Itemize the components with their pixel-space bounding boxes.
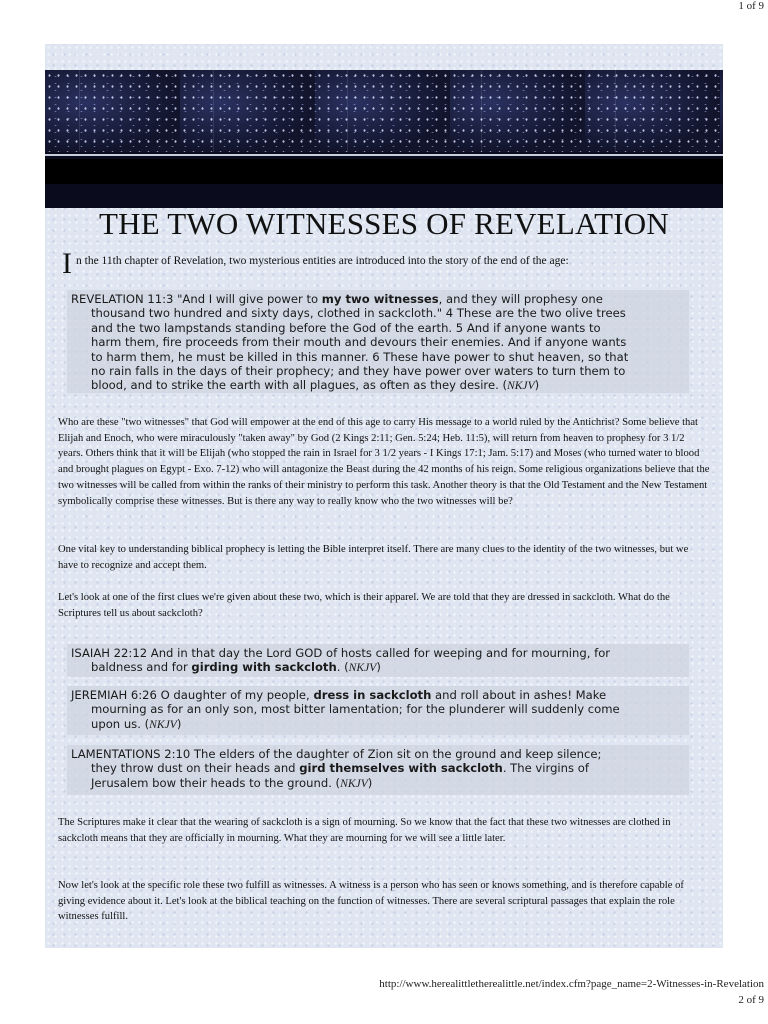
body-paragraph-5: Now let's look at the specific role these two fulfill as witnesses. A witness is a person who has seen or knows something, and is therefore capable of giving evidence about it. Let's look at the biblical teaching on the function of witnesses. There are several scriptural passages that explain the role witnesses fulfill. bbox=[58, 880, 684, 923]
page-title: THE TWO WITNESSES OF REVELATION bbox=[99, 206, 669, 241]
body-paragraph-4: The Scriptures make it clear that the wearing of sackcloth is a sign of mourning. So we know that the fact that these two witnesses are clothed in sackcloth means that they are officially in mourning. What they are mourning for we will see a little later. bbox=[58, 817, 671, 844]
header-banner bbox=[45, 70, 723, 208]
document-page bbox=[45, 44, 723, 948]
page-number-top: 1 of 9 bbox=[738, 0, 764, 12]
starfield-image bbox=[45, 70, 723, 152]
page-number-bottom: 2 of 9 bbox=[738, 994, 764, 1006]
body-paragraph-1: Who are these "two witnesses" that God will empower at the end of this age to carry His message to a world ruled by the Antichrist? Some believe that Elijah and Enoch, who were miraculously "taken away" by God (2 Kings 2:11; Gen. 5:24; Heb. 11:5), will return from heaven to prophesy for 3 1/2 years. Others think that it will be Elijah (who stopped the rain in Israel for 3 1/2 years - I Kings 17:1; Jam. 5:17) and Moses (who turned water to blood and brought plagues on Egypt - Exo. 7-12) who will antagonize the Beast during the 42 months of his reign. Some religious organizations believe that the two witnesses will be called from within the ranks of their ministry to perform this task. Another theory is that the Old Testament and the New Testament symbolically comprise these witnesses. But is there any way to really know who the two witnesses will be? bbox=[58, 417, 710, 507]
scripture-quote-revelation: REVELATION 11:3 "And I will give power to my two witnesses, and they will prophesy one thousand two hundred and sixty days, clothed in sackcloth." 4 These are the two olive trees and the two lampstands standing before the God of the earth. 5 And if anyone wants to harm them, fire proceeds from their mouth and devours their enemies. And if anyone wants to harm them, he must be killed in this manner. 6 These have power to shut heaven, so that no rain falls in the days of their prophecy; and they have power over waters to turn them to blood, and to strike the earth with all plagues, as often as they desire. (NKJV) bbox=[67, 290, 689, 393]
intro-text: n the 11th chapter of Revelation, two mysterious entities are introduced into the story of the end of the age: bbox=[76, 255, 569, 267]
body-paragraph-3: Let's look at one of the first clues we're given about these two, which is their apparel. We are told that they are dressed in sackcloth. What do the Scriptures tell us about sackcloth? bbox=[58, 592, 670, 619]
drop-cap: I bbox=[62, 247, 72, 280]
body-paragraph-2: One vital key to understanding biblical prophecy is letting the Bible interpret itself. There are many clues to the identity of the two witnesses, but we have to recognize and accept them. bbox=[58, 544, 689, 571]
scripture-quote-jeremiah: JEREMIAH 6:26 O daughter of my people, dress in sackcloth and roll about in ashes! Make mourning as for an only son, most bitter lamentation; for the plunderer will suddenly come upon us. (NKJV) bbox=[67, 686, 689, 735]
banner-bar bbox=[45, 159, 723, 184]
footer-url-link[interactable]: http://www.herealittletherealittle.net/index.cfm?page_name=2-Witnesses-in-Revelation bbox=[379, 978, 764, 990]
banner-rule bbox=[45, 154, 723, 156]
scripture-quote-isaiah: ISAIAH 22:12 And in that day the Lord GOD of hosts called for weeping and for mourning, for baldness and for girding with sackcloth. (NKJV) bbox=[67, 644, 689, 677]
intro-paragraph bbox=[62, 247, 712, 280]
scripture-quote-lamentations: LAMENTATIONS 2:10 The elders of the daughter of Zion sit on the ground and keep silence; they throw dust on their heads and gird themselves with sackcloth. The virgins of Jerusalem bow their heads to the ground. (NKJV) bbox=[67, 745, 689, 795]
